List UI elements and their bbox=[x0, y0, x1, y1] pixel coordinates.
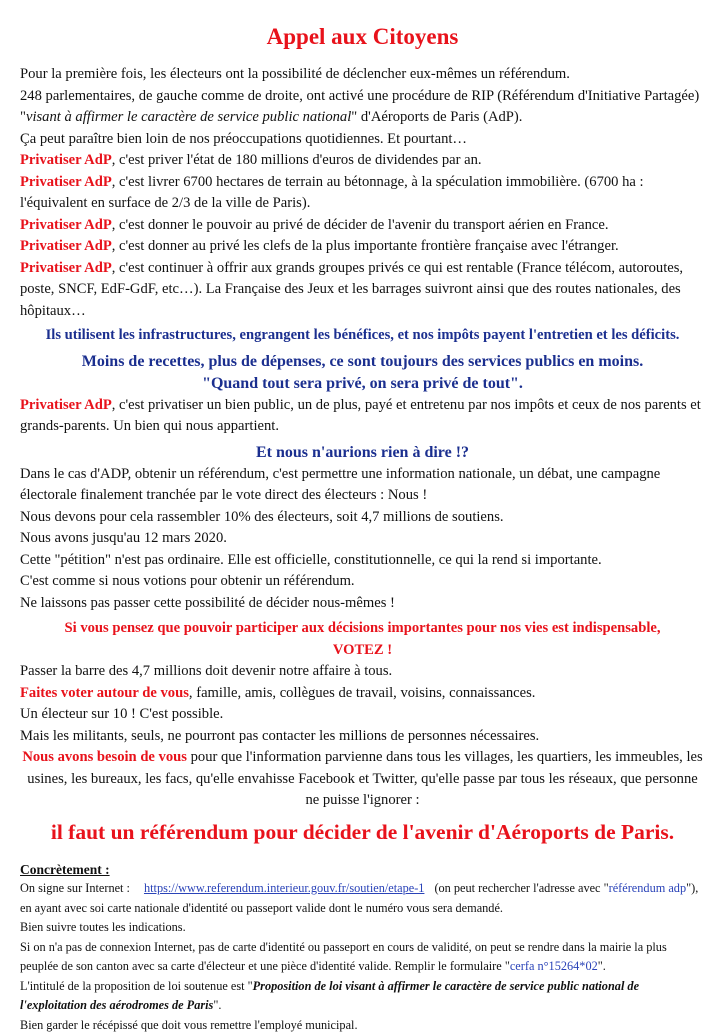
privatiser-item-2 bbox=[20, 172, 705, 215]
privatiser-text: , c'est continuer à offrir aux grands groupes privés ce qui est rentable (France télécom, autoroutes, poste, SNCF, EdF-GdF, etc…). La Française des Jeux et les barrages suivront ainsi que des routes nationales, des hôpitaux… bbox=[20, 260, 683, 319]
privatiser-label: Privatiser AdP bbox=[20, 174, 112, 190]
privatiser-text: , c'est livrer 6700 hectares de terrain au bétonnage, à la spéculation immobilière. (6700 ha : l'équivalent en surface de 2/3 de la ville de Paris). bbox=[20, 174, 644, 212]
privatiser-text: , c'est privatiser un bien public, un de plus, payé et entretenu par nos impôts et ceux de nos parents et grands-parents. Un bien qui nous appartient. bbox=[20, 397, 701, 435]
body-line: Cette "pétition" n'est pas ordinaire. Elle est officielle, constitutionnelle, ce qui la rend si importante. bbox=[20, 550, 705, 572]
intro-paragraph-3: Ça peut paraître bien loin de nos préoccupations quotidiennes. Et pourtant… bbox=[20, 129, 705, 151]
militants-line: Mais les militants, seuls, ne pourront pas contacter les millions de personnes nécessaires. bbox=[20, 726, 705, 748]
intitule-end: ". bbox=[213, 998, 221, 1012]
referendum-url-link[interactable]: https://www.referendum.interieur.gouv.fr/soutien/etape-1 bbox=[144, 879, 424, 899]
besoin-red: Nous avons besoin de vous bbox=[22, 749, 187, 765]
faites-voter-rest: , famille, amis, collègues de travail, voisins, connaissances. bbox=[189, 685, 536, 701]
body-line: Nous devons pour cela rassembler 10% des électeurs, soit 4,7 millions de soutiens. bbox=[20, 507, 705, 529]
body-line: C'est comme si nous votions pour obtenir un référendum. bbox=[20, 571, 705, 593]
internet-instruction bbox=[20, 879, 705, 918]
page-title: Appel aux Citoyens bbox=[20, 22, 705, 52]
search-term: référendum adp bbox=[609, 881, 687, 895]
intitule-start: L'intitulé de la proposition de loi soutenue est " bbox=[20, 979, 253, 993]
privatiser-item-4 bbox=[20, 236, 705, 258]
intitule-proposition: Proposition de loi visant à affirmer le caractère de service public national de l'exploitation des aérodromes de Paris bbox=[20, 979, 639, 1013]
privatiser-item-6 bbox=[20, 395, 705, 438]
vote-call: Si vous pensez que pouvoir participer aux décisions importantes pour nos vies est indispensable, bbox=[20, 618, 705, 640]
intro-p2-italic: visant à affirmer le caractère de service public national bbox=[26, 109, 351, 125]
concretement-heading: Concrètement : bbox=[20, 860, 705, 880]
un-electeur-line: Un électeur sur 10 ! C'est possible. bbox=[20, 704, 705, 726]
privatiser-text: , c'est priver l'état de 180 millions d'euros de dividendes par an. bbox=[112, 152, 482, 168]
body-line: Nous avons jusqu'au 12 mars 2020. bbox=[20, 528, 705, 550]
intro-p2-start: 248 parlementaires, de gauche comme de droite, ont activé une procédure de RIP (Référendum d'Initiative Partagée) " bbox=[20, 88, 699, 126]
faites-voter-red: Faites voter autour de vous bbox=[20, 685, 189, 701]
intro-paragraph-2 bbox=[20, 86, 705, 129]
privatiser-text: , c'est donner au privé les clefs de la plus importante frontière française avec l'étranger. bbox=[112, 238, 619, 254]
internet-text-b: "), en ayant avec soi carte nationale d'identité ou passeport valide dont le numéro vous sera demandé. bbox=[20, 881, 698, 915]
internet-text-a: (on peut rechercher l'adresse avec " bbox=[434, 881, 608, 895]
no-internet-instruction bbox=[20, 938, 705, 977]
final-call: il faut un référendum pour décider de l'avenir d'Aéroports de Paris. bbox=[20, 818, 705, 846]
privatiser-item-1 bbox=[20, 150, 705, 172]
blue-statement-infrastructures: Ils utilisent les infrastructures, engrangent les bénéfices, et nos impôts payent l'entretien et les déficits. bbox=[20, 325, 705, 347]
no-internet-text: Si on n'a pas de connexion Internet, pas de carte d'identité ou passeport en cours de validité, on peut se rendre dans la mairie la plus peuplée de son canton avec sa carte d'électeur et une pièce d'identité valide. Remplir le formulaire " bbox=[20, 940, 667, 974]
body-line: Ne laissons pas passer cette possibilité de décider nous-mêmes ! bbox=[20, 593, 705, 615]
votez-heading: VOTEZ ! bbox=[20, 640, 705, 662]
concretement-section bbox=[20, 860, 705, 1035]
recepisse-instruction: Bien garder le récépissé que doit vous remettre l'employé municipal. bbox=[20, 1016, 705, 1035]
privatiser-label: Privatiser AdP bbox=[20, 238, 112, 254]
barre-line: Passer la barre des 4,7 millions doit devenir notre affaire à tous. bbox=[20, 661, 705, 683]
follow-instructions: Bien suivre toutes les indications. bbox=[20, 918, 705, 938]
besoin-paragraph bbox=[20, 747, 705, 812]
privatiser-label: Privatiser AdP bbox=[20, 152, 112, 168]
faites-voter-line bbox=[20, 683, 705, 705]
besoin-rest: pour que l'information parvienne dans tous les villages, les quartiers, les immeubles, les usines, les bureaux, les facs, qu'elle envahisse Facebook et Twitter, qu'elle passe par tous les réseaux, que personne ne puisse l'ignorer : bbox=[27, 749, 702, 808]
intitule-instruction bbox=[20, 977, 705, 1016]
internet-prefix: On signe sur Internet : bbox=[20, 881, 130, 895]
privatiser-text: , c'est donner le pouvoir au privé de décider de l'avenir du transport aérien en France. bbox=[112, 217, 609, 233]
body-line: Dans le cas d'ADP, obtenir un référendum, c'est permettre une information nationale, un débat, une campagne électorale finalement tranchée par le vote direct des électeurs : Nous ! bbox=[20, 464, 705, 507]
privatiser-label: Privatiser AdP bbox=[20, 217, 112, 233]
rien-a-dire-heading: Et nous n'aurions rien à dire !? bbox=[20, 442, 705, 464]
blue-statement-recettes: Moins de recettes, plus de dépenses, ce sont toujours des services publics en moins. bbox=[20, 351, 705, 373]
privatiser-label: Privatiser AdP bbox=[20, 397, 112, 413]
privatiser-label: Privatiser AdP bbox=[20, 260, 112, 276]
privatiser-item-5 bbox=[20, 258, 705, 323]
intro-paragraph-1: Pour la première fois, les électeurs ont la possibilité de déclencher eux-mêmes un référendum. bbox=[20, 64, 705, 86]
no-internet-end: ". bbox=[598, 959, 606, 973]
cerfa-reference: cerfa n°15264*02 bbox=[510, 959, 598, 973]
intro-p2-end: " d'Aéroports de Paris (AdP). bbox=[351, 109, 522, 125]
blue-quote-prive: "Quand tout sera privé, on sera privé de tout". bbox=[20, 373, 705, 395]
privatiser-item-3 bbox=[20, 215, 705, 237]
